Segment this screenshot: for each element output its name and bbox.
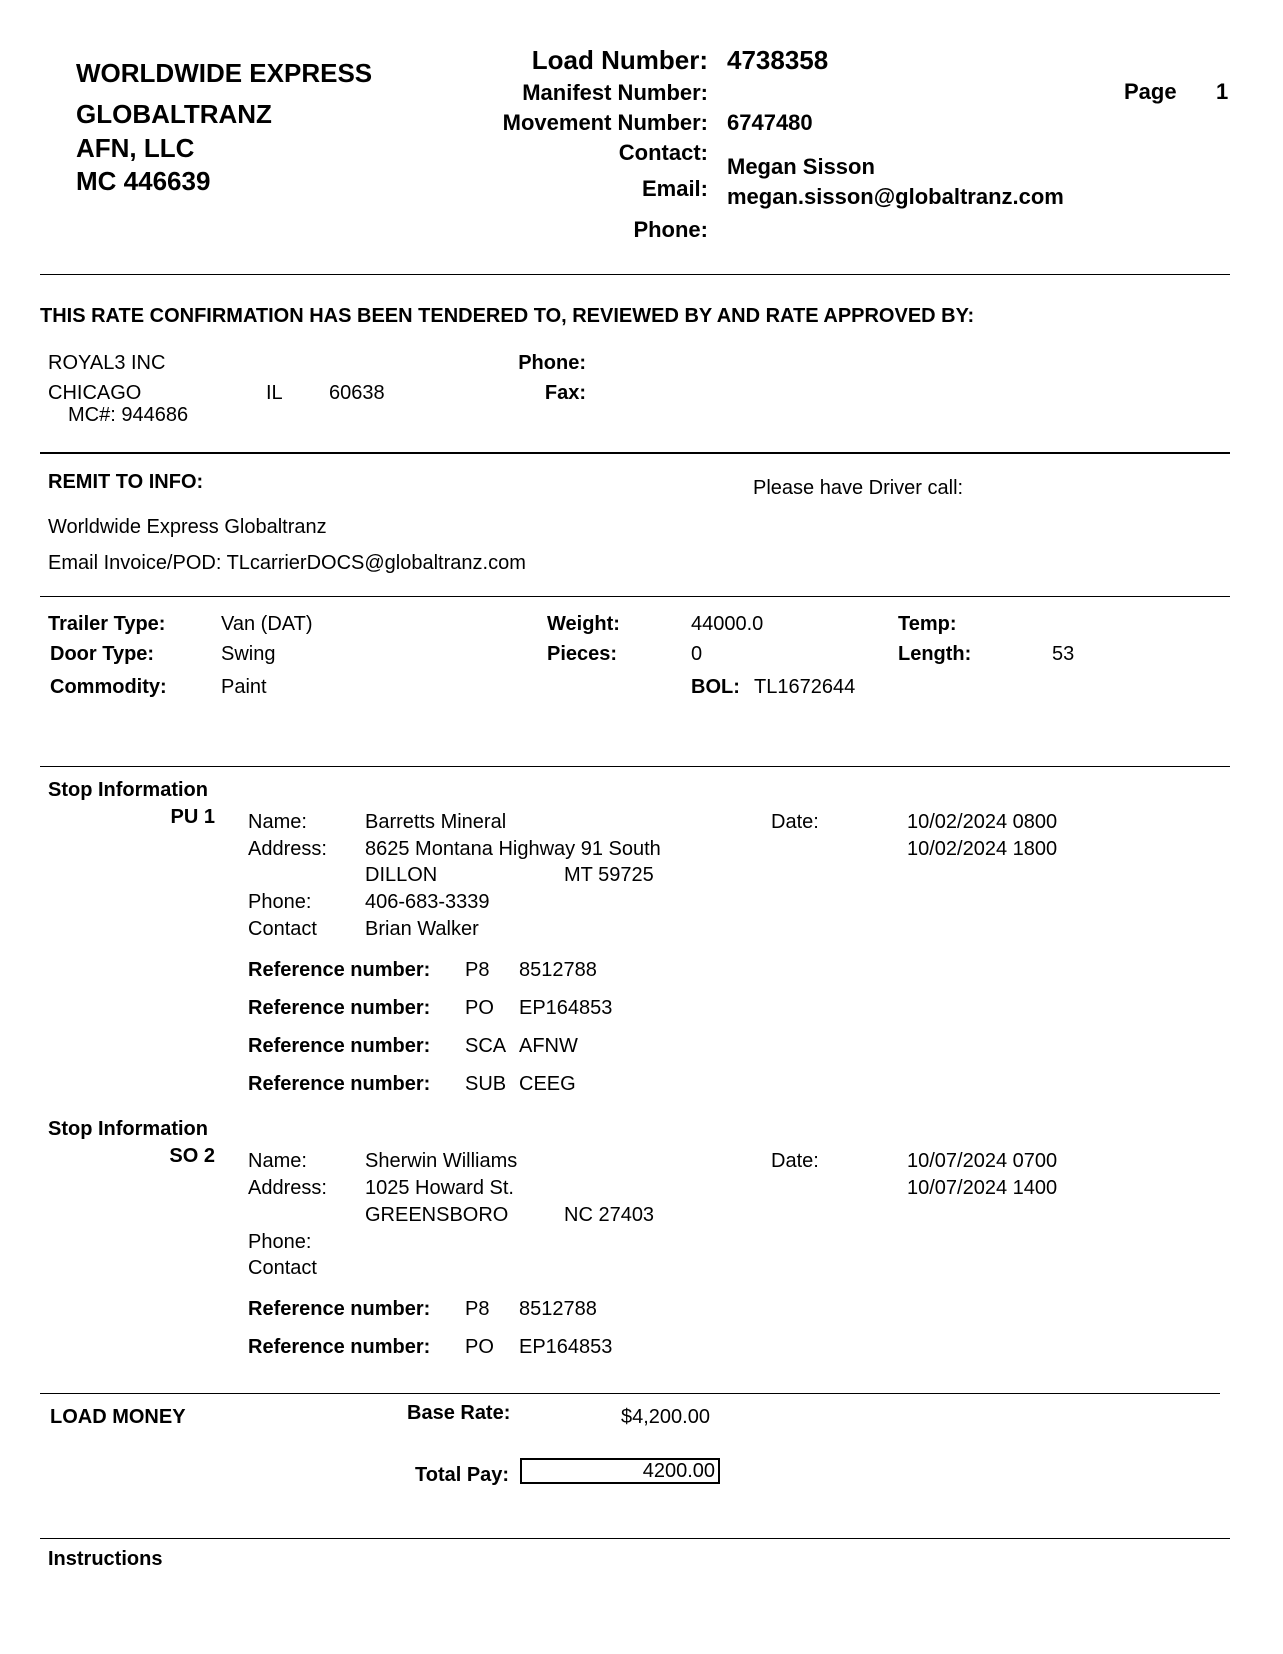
contact-label: Contact: (618, 140, 708, 165)
carrier-phone-label: Phone: (518, 352, 586, 374)
reference-label: Reference number: (248, 997, 431, 1019)
divider (40, 1393, 1220, 1394)
divider (40, 274, 1230, 275)
stop-address-label: Address: (248, 1177, 327, 1199)
email-value: megan.sisson@globaltranz.com (727, 184, 1064, 209)
divider (40, 1538, 1230, 1539)
page-label: Page (1124, 79, 1177, 104)
stop-phone-label: Phone: (248, 1231, 312, 1253)
page-number: 1 (1216, 79, 1229, 104)
contact-value: Megan Sisson (727, 154, 875, 179)
reference-type: SUB (465, 1073, 507, 1095)
reference-value: 8512788 (519, 959, 597, 981)
divider (40, 766, 1230, 767)
stop-date-end: 10/02/2024 1800 (907, 838, 1058, 860)
carrier-zip: 60638 (329, 382, 385, 404)
reference-type: SCA (465, 1035, 507, 1057)
reference-label: Reference number: (248, 1035, 431, 1057)
reference-label: Reference number: (248, 1298, 431, 1320)
stop-contact: Brian Walker (365, 918, 479, 940)
phone-label: Phone: (633, 217, 708, 242)
stop-address-line-1: 1025 Howard St. (365, 1177, 514, 1199)
reference-value: CEEG (519, 1073, 576, 1095)
movement-number-value: 6747480 (727, 110, 813, 135)
stop-name-label: Name: (248, 1150, 307, 1172)
stop-address-label: Address: (248, 838, 327, 860)
stop-date-label: Date: (771, 1150, 819, 1172)
reference-type: PO (465, 1336, 494, 1358)
remit-heading: REMIT TO INFO: (48, 471, 204, 493)
base-rate-value: $4,200.00 (621, 1406, 710, 1428)
trailer-type-label: Trailer Type: (48, 613, 166, 635)
stop-name: Sherwin Williams (365, 1150, 518, 1172)
stop-name-label: Name: (248, 811, 307, 833)
commodity-value: Paint (221, 676, 267, 698)
load-money-heading: LOAD MONEY (50, 1406, 186, 1428)
total-pay-label: Total Pay: (415, 1464, 510, 1486)
bol-value: TL1672644 (754, 676, 856, 698)
reference-label: Reference number: (248, 1336, 431, 1358)
stop-date-end: 10/07/2024 1400 (907, 1177, 1058, 1199)
temp-label: Temp: (898, 613, 957, 635)
stop-contact-label: Contact (248, 1257, 317, 1279)
carrier-state: IL (266, 382, 283, 404)
door-type-value: Swing (221, 643, 276, 665)
stop-phone: 406-683-3339 (365, 891, 490, 913)
stop-code: PU 1 (170, 806, 215, 828)
reference-type: P8 (465, 1298, 490, 1320)
stop-state-zip: MT 59725 (564, 864, 654, 886)
stop-date-start: 10/02/2024 0800 (907, 811, 1058, 833)
reference-value: EP164853 (519, 997, 613, 1019)
divider (40, 596, 1230, 597)
remit-name: Worldwide Express Globaltranz (48, 516, 327, 538)
email-label: Email: (641, 176, 708, 201)
length-value: 53 (1052, 643, 1075, 665)
stop-phone-label: Phone: (248, 891, 312, 913)
stop-info-heading: Stop Information (48, 779, 208, 801)
company-name-line-3: AFN, LLC (76, 133, 195, 163)
weight-value: 44000.0 (691, 613, 764, 635)
reference-label: Reference number: (248, 1073, 431, 1095)
trailer-type-value: Van (DAT) (221, 613, 313, 635)
weight-label: Weight: (547, 613, 620, 635)
base-rate-label: Base Rate: (407, 1402, 511, 1424)
carrier-name: ROYAL3 INC (48, 352, 166, 374)
driver-call-note: Please have Driver call: (753, 477, 964, 499)
reference-type: P8 (465, 959, 490, 981)
carrier-fax-label: Fax: (544, 382, 586, 404)
instructions-heading: Instructions (48, 1548, 163, 1570)
stop-state-zip: NC 27403 (564, 1204, 655, 1226)
stop-address-line-1: 8625 Montana Highway 91 South (365, 838, 661, 860)
stop-city: GREENSBORO (365, 1204, 509, 1226)
commodity-label: Commodity: (50, 676, 167, 698)
length-label: Length: (898, 643, 972, 665)
reference-type: PO (465, 997, 494, 1019)
company-name-line-1: WORLDWIDE EXPRESS (76, 58, 373, 88)
door-type-label: Door Type: (50, 643, 155, 665)
load-number-label: Load Number: (531, 45, 708, 75)
stop-date-label: Date: (771, 811, 819, 833)
stop-city: DILLON (365, 864, 438, 886)
movement-number-label: Movement Number: (502, 110, 708, 135)
divider (40, 452, 1230, 454)
company-name-line-2: GLOBALTRANZ (76, 99, 272, 129)
reference-value: EP164853 (519, 1336, 613, 1358)
carrier-city: CHICAGO (48, 382, 142, 404)
tender-heading: THIS RATE CONFIRMATION HAS BEEN TENDERED TO, REVIEWED BY AND RATE APPROVED BY: (40, 305, 975, 327)
carrier-mc-number: MC#: 944686 (68, 404, 189, 426)
reference-label: Reference number: (248, 959, 431, 981)
stop-date-start: 10/07/2024 0700 (907, 1150, 1058, 1172)
stop-contact-label: Contact (248, 918, 317, 940)
pieces-value: 0 (691, 643, 703, 665)
stop-name: Barretts Mineral (365, 811, 507, 833)
company-mc-number: MC 446639 (76, 166, 211, 196)
total-pay-value: 4200.00 (520, 1458, 720, 1484)
bol-label: BOL: (691, 676, 740, 698)
reference-value: 8512788 (519, 1298, 597, 1320)
load-number-value: 4738358 (727, 45, 829, 75)
stop-info-heading: Stop Information (48, 1118, 208, 1140)
reference-value: AFNW (519, 1035, 578, 1057)
pieces-label: Pieces: (547, 643, 618, 665)
manifest-number-label: Manifest Number: (522, 80, 708, 105)
remit-email-line: Email Invoice/POD: TLcarrierDOCS@globaltranz.com (48, 552, 526, 574)
stop-code: SO 2 (169, 1145, 215, 1167)
